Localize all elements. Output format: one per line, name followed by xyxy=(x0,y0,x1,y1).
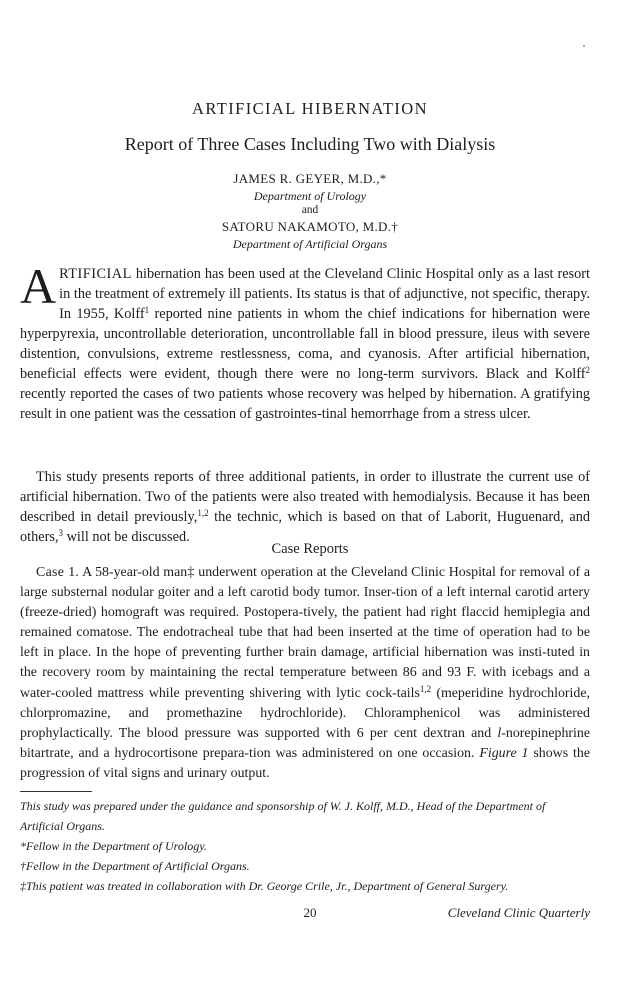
footnote: ‡This patient was treated in collaboration with Dr. George Crile, Jr., Department of General Surgery. xyxy=(20,879,509,893)
intro-paragraph xyxy=(20,258,590,424)
paragraph-text: hibernation has been used at the Cleveland Clinic Hospital only as a last resort in the treatment of extremely ill patients. Its status is that of adjunctive, not specific, therapy. In 1955, Kolff xyxy=(59,266,590,322)
case-1-paragraph xyxy=(20,563,590,784)
footnote: †Fellow in the Department of Artificial Organs. xyxy=(20,859,250,873)
paragraph-text: This study presents reports of three additional patients, in order to illustrate the current use of artificial hibernation. Two of the patients were also treated with hemodialysis. Because it has been described in detail previously, xyxy=(20,469,590,525)
paragraph-text: the technic, which is based on that of Laborit, Huguenard, and others, xyxy=(20,509,590,545)
paragraph-text: -norepinephrine bitartrate, and a hydrocortisone prepara-tion was administered on one occasion. xyxy=(20,725,590,761)
drop-cap: A xyxy=(20,258,57,314)
paragraph-text: shows the progression of vital signs and urinary output. xyxy=(20,745,590,781)
study-paragraph xyxy=(20,467,590,547)
lead-word: RTIFICIAL xyxy=(59,266,132,282)
speck-mark xyxy=(583,45,585,47)
reference-marker: 1 xyxy=(144,305,150,315)
case-label: Case 1. xyxy=(36,565,80,580)
paragraph-text: recently reported the cases of two patients whose recovery was helped by hibernation. A gratifying result in one patient was the cessation of gastrointes-tinal hemorrhage from a stress ulcer. xyxy=(20,386,590,422)
figure-reference: Figure 1 xyxy=(479,745,529,761)
article-subtitle: Report of Three Cases Including Two with Dialysis xyxy=(124,134,496,154)
author-name-1: JAMES R. GEYER, M.D.,* xyxy=(233,171,387,186)
article-title: ARTIFICIAL HIBERNATION xyxy=(192,99,428,118)
author-name-2: SATORU NAKAMOTO, M.D.† xyxy=(221,219,399,234)
author-department-1: Department of Urology xyxy=(253,189,367,203)
footnotes xyxy=(20,796,590,896)
paragraph-text: A 58-year-old man‡ underwent operation at the Cleveland Clinic Hospital for removal of a large substernal nodular goiter and a left carotid body tumor. Inser-tion of a left internal carotid artery (freeze-dried) homograft was required. Postopera-tively, the patient had right flaccid hemiplegia and remained comatose. The endotracheal tube that had been inserted at the time of operation had to be left in place. In the hope of preventing further brain damage, artificial hibernation was insti-tuted in the recovery room by maintaining the rectal temperature between 86 and 93 F. with icebags and a water-cooled mattress while preventing shivering with lytic cock-tails xyxy=(20,565,590,701)
paragraph-text: (meperidine hydrochloride, chlorpromazine, and promethazine hydrochloride). Chloramphenicol was administered prophylactically. The blood pressure was supported with 6 per cent dextran and xyxy=(20,685,590,741)
reference-marker: 1,2 xyxy=(197,508,209,518)
reference-marker: 2 xyxy=(585,365,590,375)
reference-marker: 1,2 xyxy=(419,683,432,694)
footnote-rule xyxy=(20,791,92,792)
footnote: *Fellow in the Department of Urology. xyxy=(20,839,207,853)
author-department-2: Department of Artificial Organs xyxy=(232,237,388,251)
paragraph-text: reported nine patients in whom the chief indications for hibernation were hyperpyrexia, uncontrollable deterioration, uncontrollable fall in blood pressure, ileus with severe distention, convulsions, extreme restlessness, coma, and cyanosis. After artificial hibernation, beneficial effects were evident, though there were no long-term survivors. Black and Kolff xyxy=(20,306,590,382)
levo-prefix: l xyxy=(497,725,502,741)
page-number: 20 xyxy=(303,905,317,920)
section-heading: Case Reports xyxy=(271,541,349,557)
journal-name: Cleveland Clinic Quarterly xyxy=(447,905,590,920)
author-conjunction: and xyxy=(301,204,319,216)
footnote: This study was prepared under the guidance and sponsorship of W. J. Kolff, M.D., Head of the Department of Artificial Organs. xyxy=(20,799,546,833)
reference-marker: 3 xyxy=(58,528,64,538)
paragraph-text: will not be discussed. xyxy=(63,529,190,545)
